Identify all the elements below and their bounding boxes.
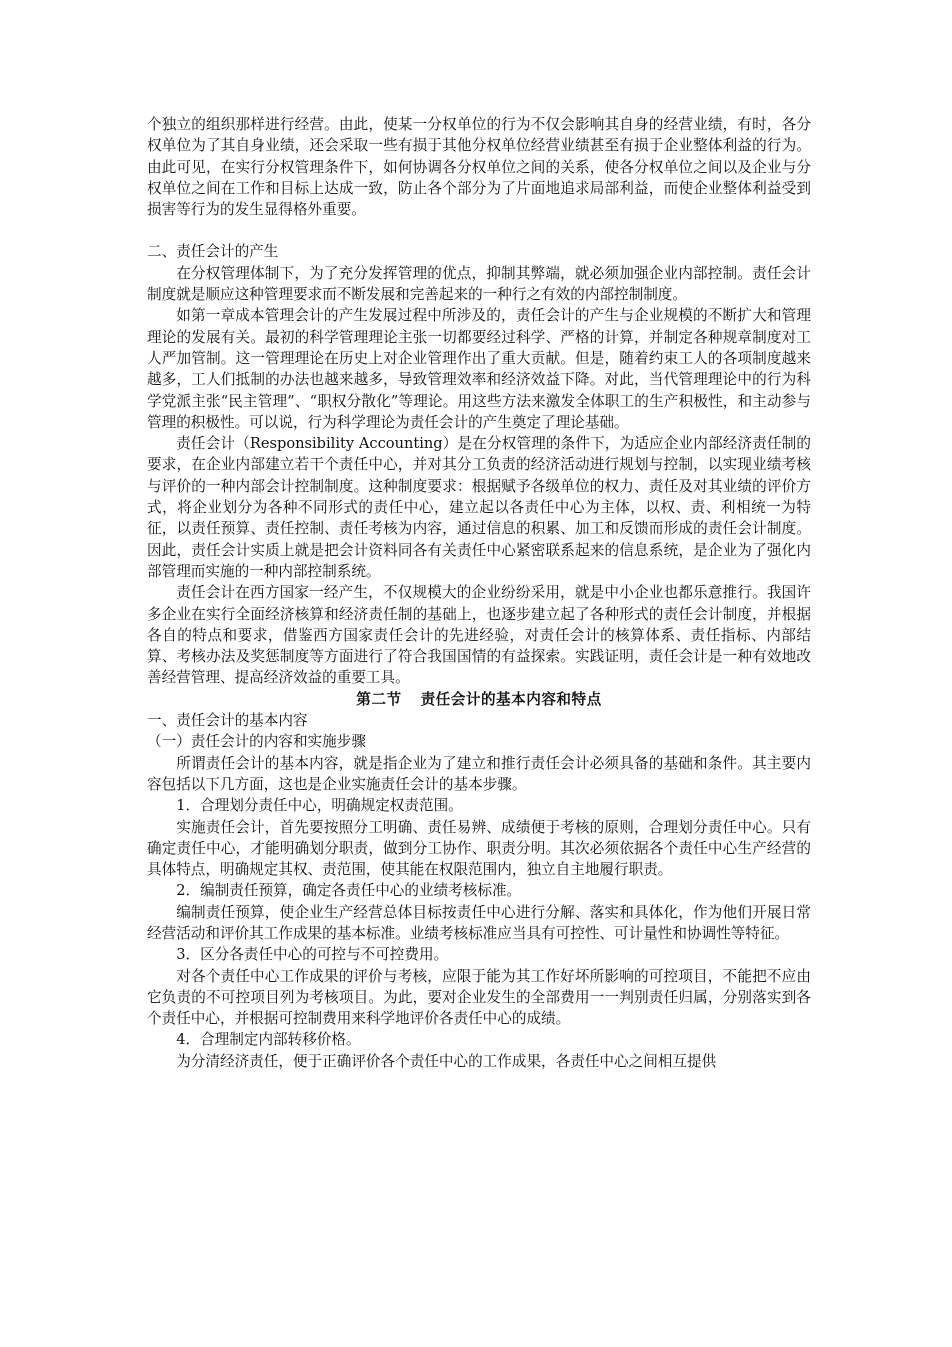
heading-origin: 二、责任会计的产生: [147, 243, 279, 261]
blank-line: [147, 220, 811, 241]
list-item: 1．合理划分责任中心，明确规定权责范围。: [176, 797, 463, 815]
list-item: 4．合理制定内部转移价格。: [176, 1031, 361, 1049]
paragraph-truncated: 为分清经济责任，便于正确评价各个责任中心的工作成果，各责任中心之间相互提供: [176, 1052, 717, 1070]
paragraph: 如第一章成本管理会计的产生发展过程中所涉及的，责任会计的产生与企业规模的不断扩大和管理理论的发展有关。最初的科学管理理论主张一切都要经过科学、严格的计算，并制定各种规章制度对工人严加管制。这一管理理论在历史上对企业管理作出了重大贡献。但是，随着约束工人的各项制度越来越多，工人们抵制的办法也越来越多，导致管理效率和经济效益下降。对此，当代管理理论中的行为科学党派主张“民主管理”、“职权分散化”等理论。用这些方法来激发全体职工的生产积极性，和主动参与管理的积极性。可以说，行为科学理论为责任会计的产生奠定了理论基础。: [147, 307, 811, 431]
section-number: 第二节: [356, 690, 402, 708]
document-page: [147, 114, 811, 1072]
subheading: （一）责任会计的内容和实施步骤: [147, 733, 366, 751]
paragraph: 责任会计（Responsibility Accounting）是在分权管理的条件下，为适应企业内部经济责任制的要求，在企业内部建立若干个责任中心，并对其分工负责的经济活动进行规划与控制，以实现业绩考核与评价的一种内部会计控制制度。这种制度要求：根据赋予各级单位的权力、责任及对其业绩的评价方式，将企业划分为各种不同形式的责任中心，建立起以各责任中心为主体，以权、责、利相统一为特征，以责任预算、责任控制、责任考核为内容，通过信息的积累、加工和反馈而形成的责任会计制度。因此，责任会计实质上就是把会计资料同各有关责任中心紧密联系起来的信息系统，是企业为了强化内部管理而实施的一种内部控制系统。: [147, 435, 811, 580]
paragraph: 所谓责任会计的基本内容，就是指企业为了建立和推行责任会计必须具备的基础和条件。其主要内容包括以下几方面，这也是企业实施责任会计的基本步骤。: [147, 754, 811, 793]
section-heading: 责任会计的基本内容和特点: [420, 690, 602, 708]
section-title: [147, 689, 811, 710]
paragraph: 对各个责任中心工作成果的评价与考核，应限于能为其工作好坏所影响的可控项目，不能把不应由它负责的不可控项目列为考核项目。为此，要对企业发生的全部费用一一判别责任归属，分别落实到各个责任中心，并根据可控制费用来科学地评价各责任中心的成绩。: [147, 967, 811, 1028]
paragraph: 责任会计在西方国家一经产生，不仅规模大的企业纷纷采用，就是中小企业也都乐意推行。我国许多企业在实行全面经济核算和经济责任制的基础上，也逐步建立起了各种形式的责任会计制度，并根据各自的特点和要求，借鉴西方国家责任会计的先进经验，对责任会计的核算体系、责任指标、内部结算、考核办法及奖惩制度等方面进行了符合我国国情的有益探索。实践证明，责任会计是一种有效地改善经营管理、提高经济效益的重要工具。: [147, 584, 811, 687]
heading-basic-content: 一、责任会计的基本内容: [147, 712, 308, 730]
paragraph: 编制责任预算，使企业生产经营总体目标按责任中心进行分解、落实和具体化，作为他们开展日常经营活动和评价其工作成果的基本标准。业绩考核标准应当具有可控性、可计量性和协调性等特征。: [147, 903, 811, 942]
list-item: 3．区分各责任中心的可控与不可控费用。: [176, 946, 449, 964]
paragraph: 实施责任会计，首先要按照分工明确、责任易辨、成绩便于考核的原则，合理划分责任中心。只有确定责任中心，才能明确划分职责，做到分工协作、职责分明。其次必须依据各个责任中心生产经营的具体特点，明确规定其权、责范围，使其能在权限范围内，独立自主地履行职责。: [147, 818, 811, 879]
list-item: 2．编制责任预算，确定各责任中心的业绩考核标准。: [176, 882, 522, 900]
paragraph: 在分权管理体制下，为了充分发挥管理的优点，抑制其弊端，就必须加强企业内部控制。责任会计制度就是顺应这种管理要求而不断发展和完善起来的一种行之有效的内部控制制度。: [147, 264, 811, 304]
paragraph-continued: 个独立的组织那样进行经营。由此，使某一分权单位的行为不仅会影响其自身的经营业绩，有时，各分权单位为了其自身业绩，还会采取一些有损于其他分权单位经营业绩甚至有损于企业整体利益的行为。由此可见，在实行分权管理条件下，如何协调各分权单位之间的关系，使各分权单位之间以及企业与分权单位之间在工作和目标上达成一致，防止各个部分为了片面地追求局部利益，而使企业整体利益受到损害等行为的发生显得格外重要。: [147, 116, 811, 219]
